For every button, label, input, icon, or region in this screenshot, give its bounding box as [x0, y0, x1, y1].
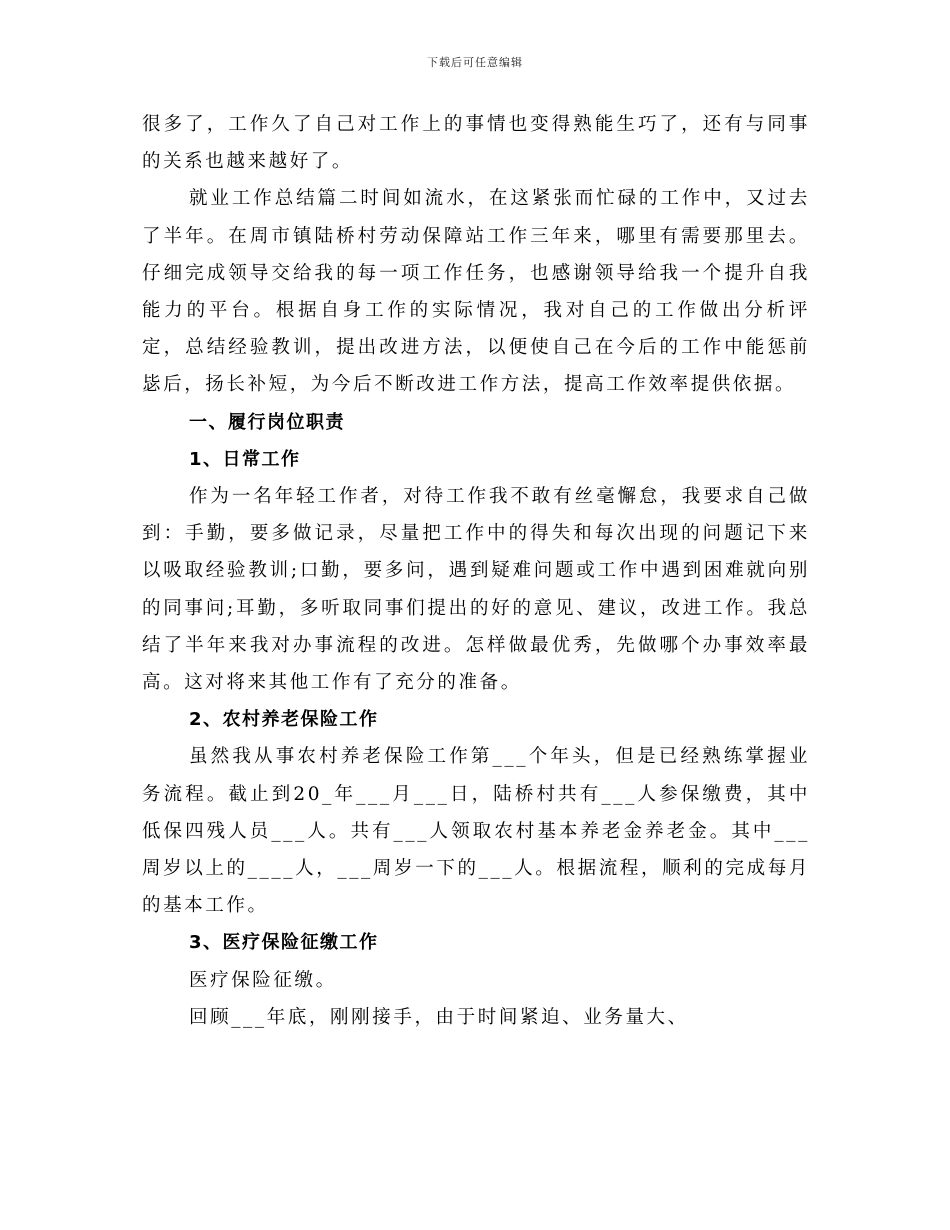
paragraph-review: 回顾___年底，刚刚接手，由于时间紧迫、业务量大、	[189, 1006, 689, 1028]
page-header-note: 下载后可任意编辑	[427, 56, 523, 69]
paragraph-pension-insurance: 虽然我从事农村养老保险工作第___个年头，但是已经熟练掌握业务流程。截止到20_年___月___日，陆桥村共有___人参保缴费，其中低保四残人员___人。共有___人领取农村基本养老金养老金。其中___周岁以上的____人，___周岁一下的___人。根据流程，顺利的完成每月的基本工作。	[142, 746, 810, 917]
subheading-pension-insurance: 2、农村养老保险工作	[189, 709, 379, 731]
document-body	[142, 106, 810, 1036]
paragraph-summary-intro: 就业工作总结篇二时间如流水，在这紧张而忙碌的工作中，又过去了半年。在周市镇陆桥村劳动保障站工作三年来，哪里有需要那里去。仔细完成领导交给我的每一项工作任务，也感谢领导给我一个提升自我能力的平台。根据自身工作的实际情况，我对自己的工作做出分析评定，总结经验教训，提出改进方法，以便使自己在今后的工作中能惩前毖后，扬长补短，为今后不断改进工作方法，提高工作效率提供依据。	[142, 188, 810, 396]
section-heading-duties: 一、履行岗位职责	[189, 411, 345, 433]
paragraph-daily-work: 作为一名年轻工作者，对待工作我不敢有丝毫懈怠，我要求自己做到：手勤，要多做记录，尽量把工作中的得失和每次出现的问题记下来以吸取经验教训;口勤，要多问，遇到疑难问题或工作中遇到困难就向别的同事问;耳勤，多听取同事们提出的好的意见、建议，改进工作。我总结了半年来我对办事流程的改进。怎样做最优秀，先做哪个办事效率最高。这对将来其他工作有了充分的准备。	[142, 486, 810, 694]
paragraph-continuation: 很多了，工作久了自己对工作上的事情也变得熟能生巧了，还有与同事的关系也越来越好了。	[142, 114, 810, 173]
subheading-daily-work: 1、日常工作	[189, 448, 301, 470]
paragraph-medical-insurance: 医疗保险征缴。	[189, 969, 337, 991]
subheading-medical-insurance: 3、医疗保险征缴工作	[189, 932, 379, 954]
